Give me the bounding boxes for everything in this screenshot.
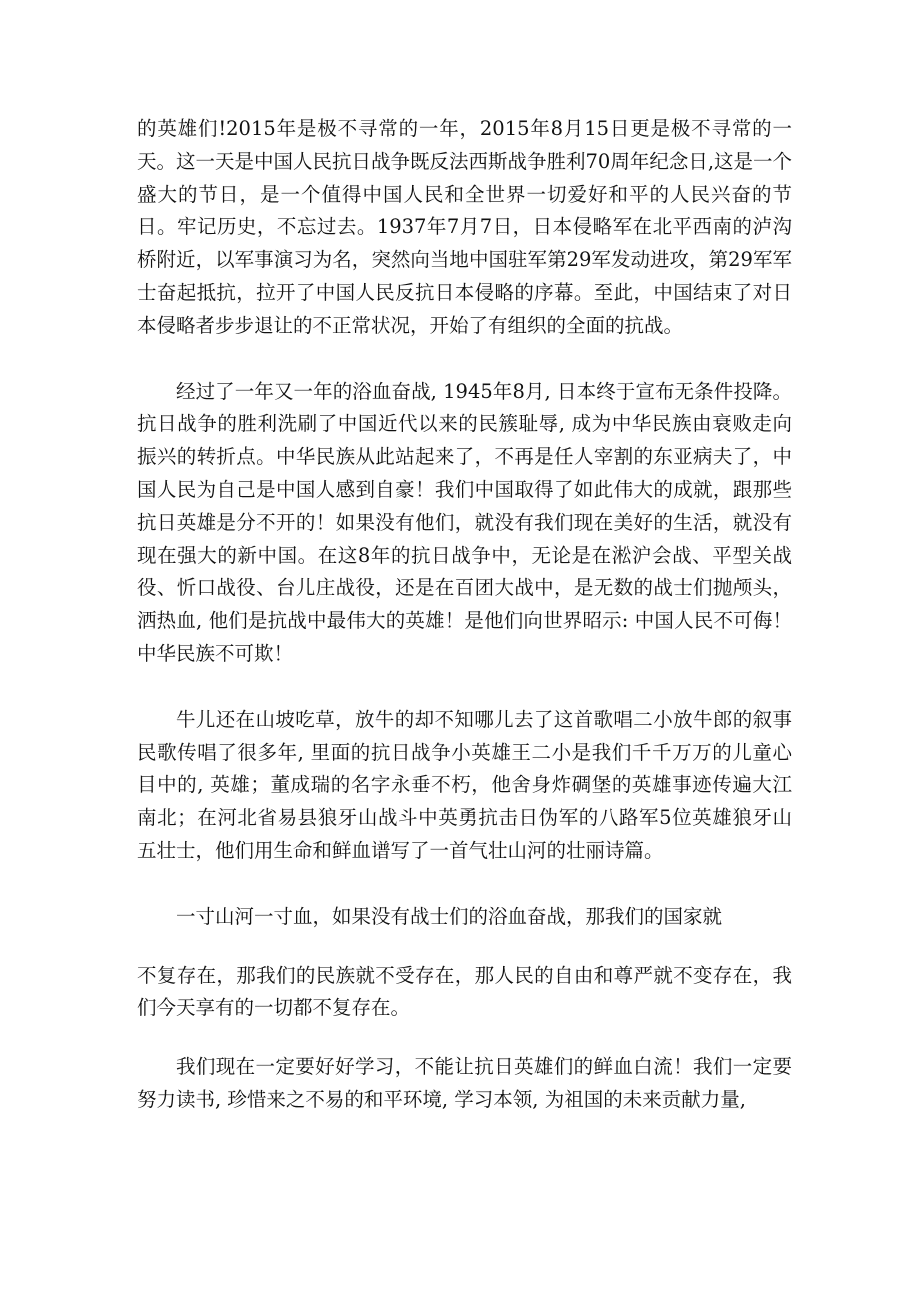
- paragraph-spacer: [137, 343, 792, 376]
- document-body: [137, 113, 792, 1117]
- paragraph-spacer: [137, 934, 792, 960]
- paragraph-4: 一寸山河一寸血，如果没有战士们的浴血奋战，那我们的国家就: [176, 904, 723, 928]
- paragraph-1: 的英雄们!2015年是极不寻常的一年，2015年8月15日更是极不寻常的一天。这一天是中国人民抗日战争既反法西斯战争胜利70周年纪念日,这是一个盛大的节日，是一个值得中国人民和全世界一切爱好和平的人民兴奋的节日。牢记历史，不忘过去。1937年7月7日，日本侵略军在北平西南的泸沟桥附近，以军事演习为名，突然向当地中国驻军第29军发动进攻，第29军军士奋起抵抗，拉开了中国人民反抗日本侵略的序幕。至此，中国结束了对日本侵略者步步退让的不正常状况，开始了有组织的全面的抗战。: [137, 117, 793, 337]
- paragraph-6: 我们现在一定要好好学习，不能让抗日英雄们的鲜血白流！我们一定要努力读书, 珍惜来之不易的和平环境, 学习本领, 为祖国的未来贡献力量,: [137, 1055, 792, 1111]
- paragraph-5: 不复存在，那我们的民族就不受存在，那人民的自由和尊严就不变存在，我们今天享有的一切都不复存在。: [137, 963, 792, 1020]
- paragraph-2: 经过了一年又一年的浴血奋战, 1945年8月, 日本终于宣布无条件投降。抗日战争的胜利洗刷了中国近代以来的民簇耻辱, 成为中华民族由衰败走向振兴的转折点。中华民族从此站起来了，不再是任人宰割的东亚病夫了，中国人民为自己是中国人感到自豪！我们中国取得了如此伟大的成就，跟那些抗日英雄是分不开的！如果没有他们，就没有我们现在美好的生活，就没有现在强大的新中国。在这8年的抗日战争中，无论是在淞沪会战、平型关战役、忻口战役、台儿庄战役，还是在百团大战中，是无数的战士们抛颅头，洒热血, 他们是抗战中最伟大的英雄！是他们向世界昭示: 中国人民不可侮！中华民族不可欺！: [137, 379, 792, 665]
- paragraph-spacer: [137, 868, 792, 901]
- paragraph-spacer: [137, 1025, 792, 1051]
- paragraph-spacer: [137, 671, 792, 704]
- paragraph-3: 牛儿还在山坡吃草，放牛的却不知哪儿去了这首歌唱二小放牛郎的叙事民歌传唱了很多年, 里面的抗日战争小英雄王二小是我们千千万万的儿童心目中的, 英雄；董成瑞的名字永垂不朽，他舍身炸碉堡的英雄事迹传遍大江南北；在河北省易县狼牙山战斗中英勇抗击日伪军的八路军5位英雄狼牙山五壮士，他们用生命和鲜血谱写了一首气壮山河的壮丽诗篇。: [137, 707, 792, 862]
